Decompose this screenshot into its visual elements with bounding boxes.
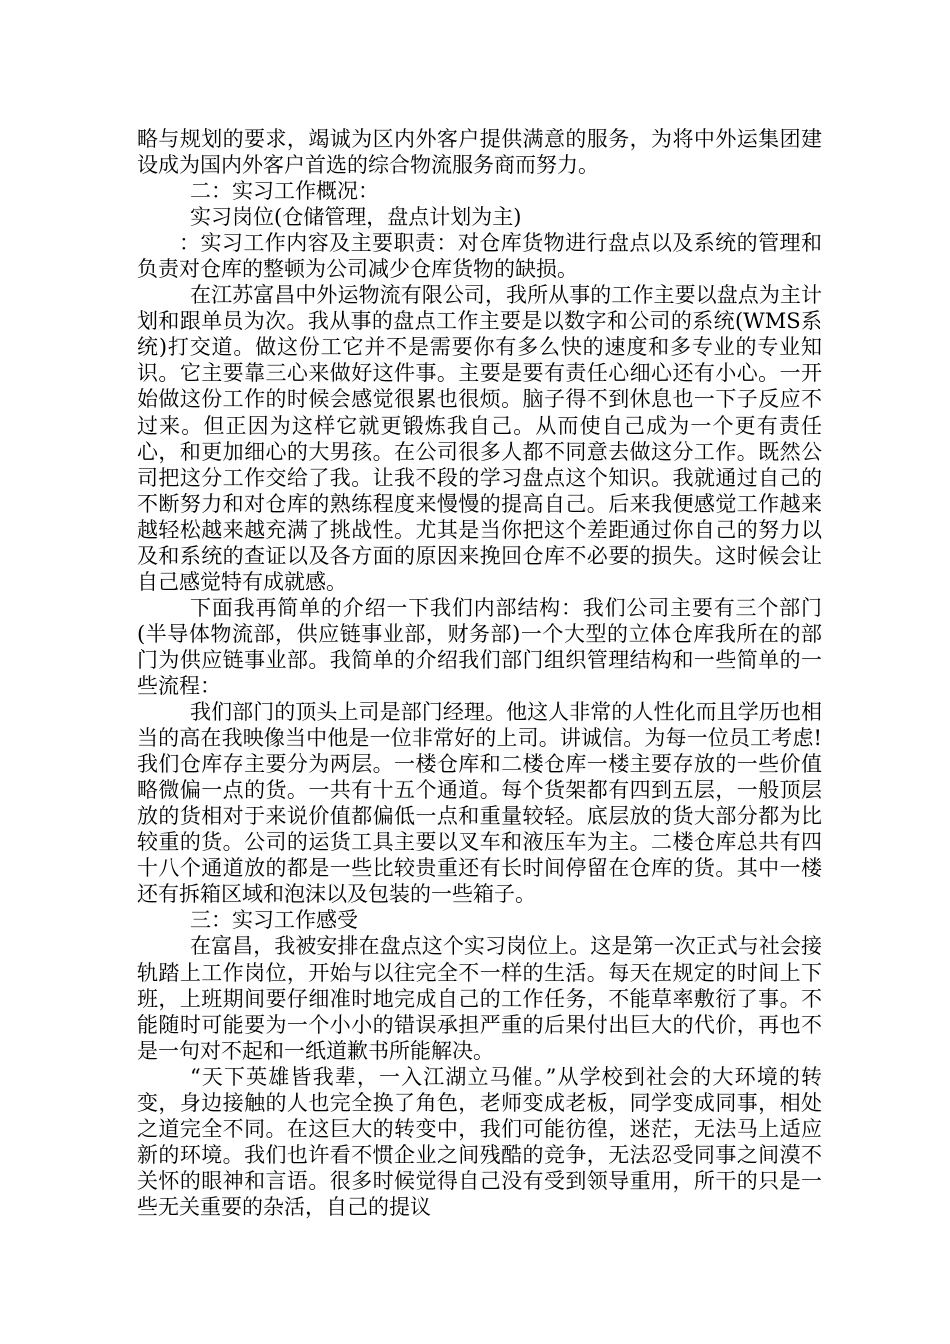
section-heading-feelings: 三：实习工作感受 — [190, 908, 358, 933]
paragraph-position: 实习岗位(仓储管理，盘点计划为主) — [190, 205, 522, 230]
document-page — [137, 126, 822, 1220]
section-heading-overview: 二：实习工作概况： — [190, 179, 379, 204]
paragraph-structure: 下面我再简单的介绍一下我们内部结构：我们公司主要有三个部门(半导体物流部，供应链事业部，财务部)一个大型的立体仓库我所在的部门为供应链事业部。我简单的介绍我们部门组织管理结构和一些简单的一些流程： — [137, 595, 822, 698]
paragraph-continuation: 略与规划的要求，竭诚为区内外客户提供满意的服务，为将中外运集团建设成为国内外客户首选的综合物流服务商而努力。 — [137, 127, 822, 178]
paragraph-work-description: 在江苏富昌中外运物流有限公司，我所从事的工作主要以盘点为主计划和跟单员为次。我从事的盘点工作主要是以数字和公司的系统(WMS系统)打交道。做这份工它并不是需要你有多么快的速度和多专业的专业知识。它主要靠三心来做好这件事。主要是要有责任心细心还有小心。一开始做这份工作的时候会感觉很累也很烦。脑子得不到休息也一下子反应不过来。但正因为这样它就更锻炼我自己。从而使自己成为一个更有责任心，和更加细心的大男孩。在公司很多人都不同意去做这分工作。既然公司把这分工作交给了我。让我不段的学习盘点这个知识。我就通过自己的不断努力和对仓库的熟练程度来慢慢的提高自己。后来我便感觉工作越来越轻松越来越充满了挑战性。尤其是当你把这个差距通过你自己的努力以及和系统的查证以及各方面的原因来挽回仓库不必要的损失。这时候会让自己感觉特有成就感。 — [137, 283, 822, 594]
paragraph-department: 我们部门的顶头上司是部门经理。他这人非常的人性化而且学历也相当的高在我映像当中他是一位非常好的上司。讲诚信。为每一位员工考虑!我们仓库存主要分为两层。一楼仓库和二楼仓库一楼主要存放的一些价值略微偏一点的货。一共有十五个通道。每个货架都有四到五层，一般顶层放的货相对于来说价值都偏低一点和重量较轻。底层放的货大部分都为比较重的货。公司的运货工具主要以叉车和液压车为主。二楼仓库总共有四十八个通道放的都是一些比较贵重还有长时间停留在仓库的货。其中一楼还有拆箱区域和泡沫以及包装的一些箱子。 — [137, 700, 822, 907]
paragraph-assignment: 在富昌，我被安排在盘点这个实习岗位上。这是第一次正式与社会接轨踏上工作岗位，开始与以往完全不一样的生活。每天在规定的时间上下班，上班期间要仔细准时地完成自己的工作任务，不能草率敷衍了事。不能随时可能要为一个小小的错误承担严重的后果付出巨大的代价，再也不是一句对不起和一纸道歉书所能解决。 — [137, 934, 822, 1063]
paragraph-duties: ：实习工作内容及主要职责：对仓库货物进行盘点以及系统的管理和负责对仓库的整顿为公司减少仓库货物的缺损。 — [137, 231, 822, 282]
paragraph-transition: “天下英雄皆我辈，一入江湖立马催。”从学校到社会的大环境的转变，身边接触的人也完全换了角色，老师变成老板，同学变成同事，相处之道完全不同。在这巨大的转变中，我们可能彷徨，迷茫，无法马上适应新的环境。我们也许看不惯企业之间残酷的竞争，无法忍受同事之间漠不关怀的眼神和言语。很多时候觉得自己没有受到领导重用，所干的只是一些无关重要的杂活，自己的提议 — [137, 1064, 822, 1219]
